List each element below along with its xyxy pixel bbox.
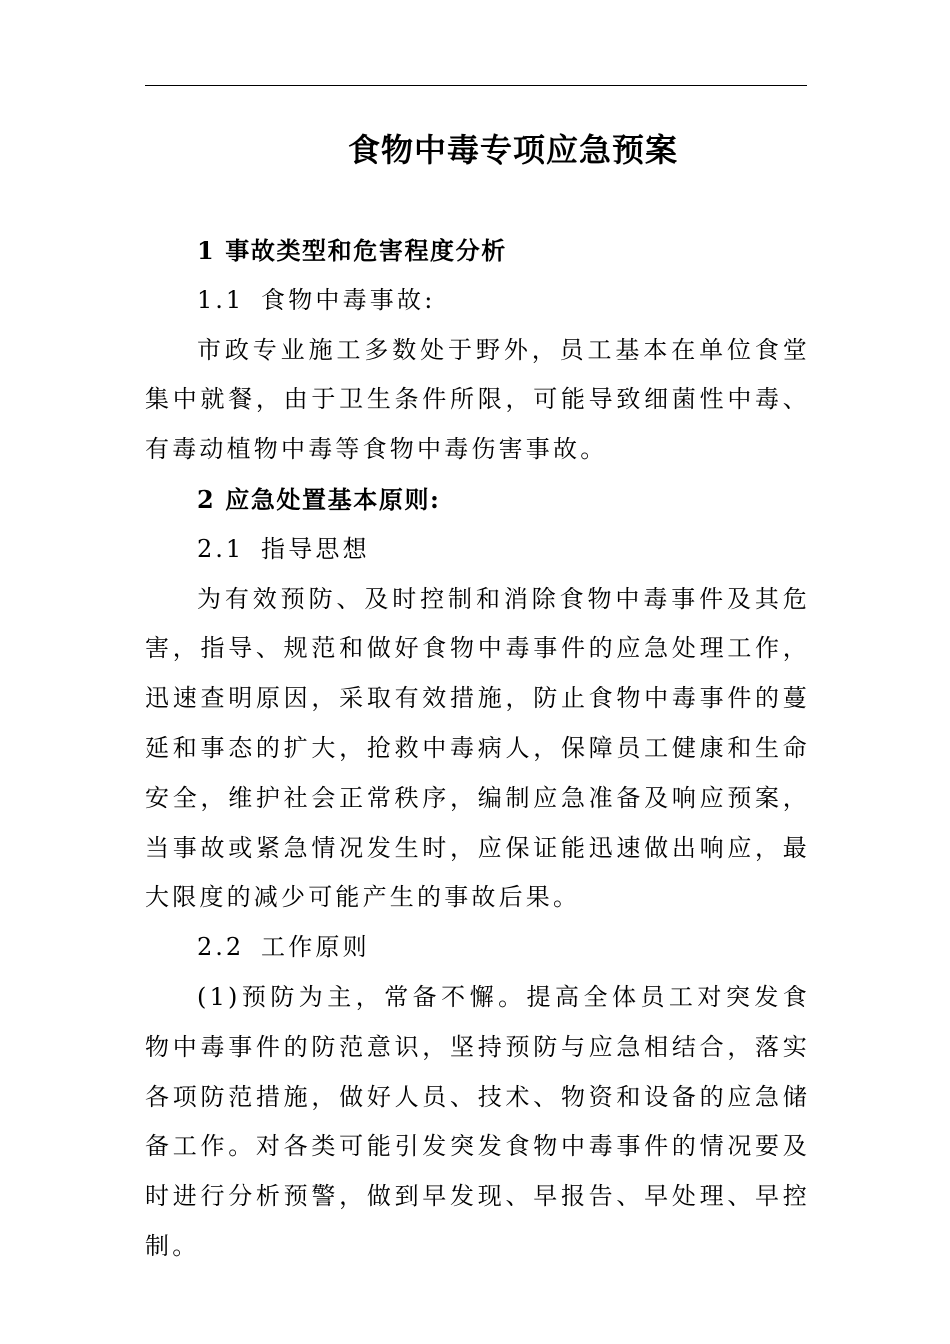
section-1-heading: 1 事故类型和危害程度分析 <box>197 236 507 265</box>
subsection-2-2 <box>145 923 810 973</box>
subsection-1-1 <box>145 276 810 326</box>
subsection-2-2-paragraph: (1)预防为主，常备不懈。提高全体员工对突发食物中毒事件的防范意识，坚持预防与应急相结合，落实各项防范措施，做好人员、技术、物资和设备的应急储备工作。对各类可能引发突发食物中毒事件的情况要及时进行分析预警，做到早发现、早报告、早处理、早控制。 <box>145 982 810 1260</box>
subsection-1-1-title: 食物中毒事故: <box>261 285 436 314</box>
section-2-heading: 2 应急处置基本原则: <box>197 484 441 514</box>
subsection-2-1 <box>145 525 810 575</box>
section-1-paragraph: 市政专业施工多数处于野外，员工基本在单位食堂集中就餐，由于卫生条件所限，可能导致细菌性中毒、有毒动植物中毒等食物中毒伤害事故。 <box>145 335 810 464</box>
subsection-2-1-paragraph: 为有效预防、及时控制和消除食物中毒事件及其危害，指导、规范和做好食物中毒事件的应急处理工作，迅速查明原因，采取有效措施，防止食物中毒事件的蔓延和事态的扩大，抢救中毒病人，保障员工健康和生命安全，维护社会正常秩序，编制应急准备及响应预案，当事故或紧急情况发生时，应保证能迅速做出响应，最大限度的减少可能产生的事故后果。 <box>145 584 810 912</box>
header-rule <box>145 85 807 86</box>
document-title: 食物中毒专项应急预案 <box>347 131 678 169</box>
subsection-2-1-number: 2.1 <box>197 534 245 563</box>
subsection-2-2-number: 2.2 <box>197 933 245 962</box>
subsection-2-1-title: 指导思想 <box>261 534 370 563</box>
subsection-1-1-number: 1.1 <box>197 285 245 314</box>
subsection-2-2-title: 工作原则 <box>261 933 370 962</box>
document-body <box>145 226 810 1272</box>
